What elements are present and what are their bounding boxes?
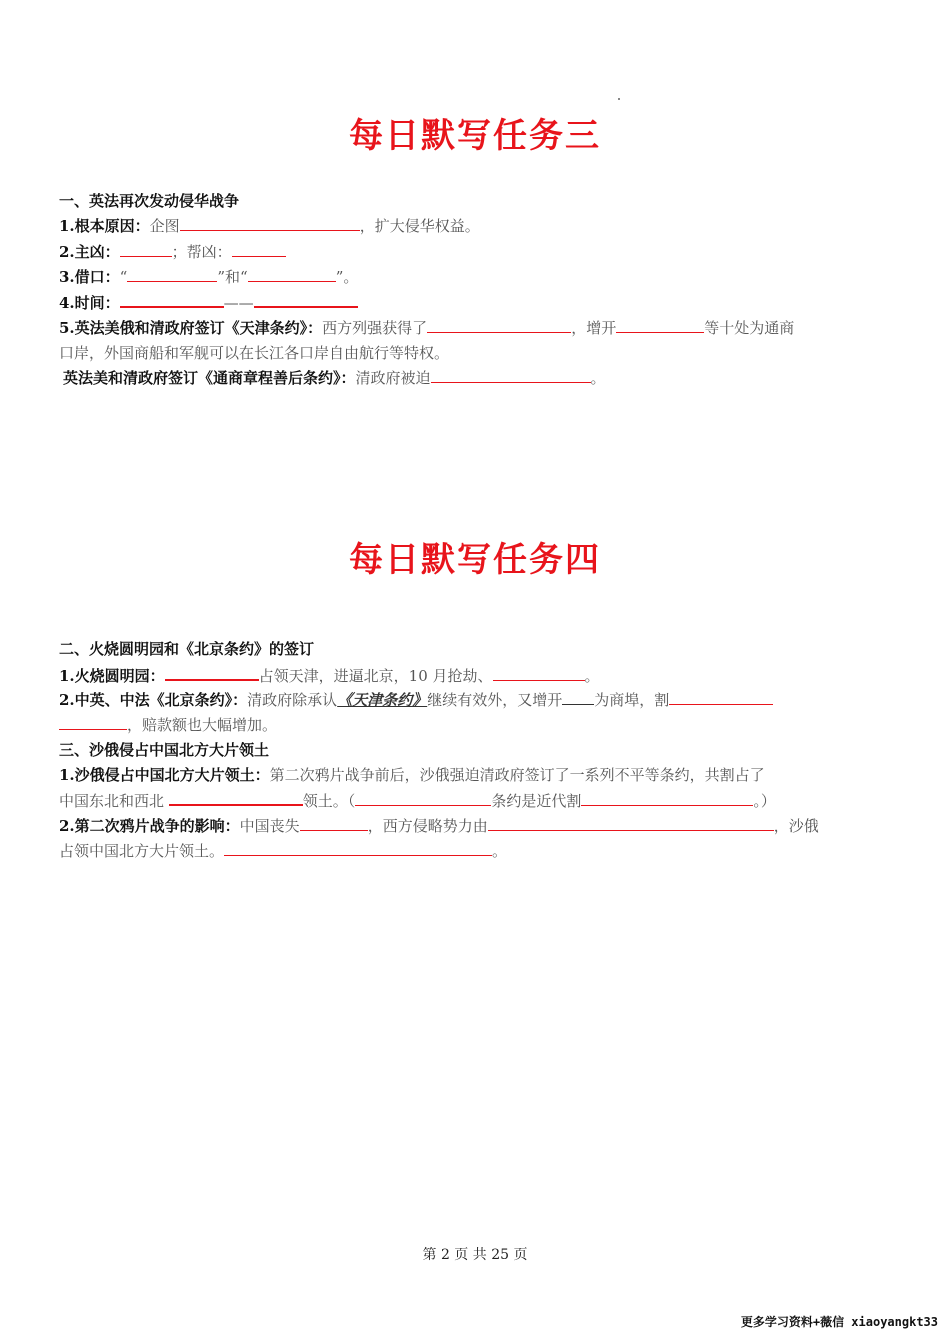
blank[interactable]: [165, 664, 259, 681]
answer-3-cont: 中国东北和西北 领土。（ 条约是近代割 。）: [59, 789, 894, 812]
answer-4: 2.第二次鸦片战争的影响：中国丧失 ，西方侵略势力由 ，沙俄: [59, 817, 819, 835]
question-3: 3.借口：“ ”和“ ”。: [59, 268, 359, 286]
answer-2-cont: ，赔款额也大幅增加。: [59, 714, 894, 736]
task3-title: 每日默写任务三: [349, 116, 601, 156]
question-5: 5.英法美俄和清政府签订《天津条约》：西方列强获得了 ，增开 等十处为通商: [59, 319, 795, 337]
promo-text: 更多学习资料+薇信 xiaoyangkt33: [740, 1315, 938, 1329]
task4-section-2-heading: 二、火烧圆明园和《北京条约》的签订: [59, 640, 315, 658]
blank[interactable]: [224, 840, 492, 856]
blank[interactable]: [120, 241, 172, 257]
blank[interactable]: [581, 790, 753, 806]
question-4: 4.时间： ——: [59, 291, 894, 314]
blank[interactable]: [120, 291, 224, 308]
task4-section-3-heading: 三、沙俄侵占中国北方大片领土: [59, 741, 270, 759]
blank[interactable]: [248, 266, 336, 282]
blank[interactable]: [427, 317, 571, 333]
task4-title: 每日默写任务四: [349, 540, 601, 580]
blank[interactable]: [562, 689, 594, 705]
question-5-cont: 口岸，外国商船和军舰可以在长江各口岸自由航行等特权。: [59, 344, 450, 362]
answer-3: 1.沙俄侵占中国北方大片领土：第二次鸦片战争前后，沙俄强迫清政府签订了一系列不平等条约，共割占了: [59, 766, 765, 784]
blank[interactable]: [669, 689, 773, 705]
question-6: 英法美和清政府签订《通商章程善后条约》：清政府被迫 。: [63, 369, 606, 387]
answer-2: 2.中英、中法《北京条约》：清政府除承认《天津条约》继续有效外，又增开 为商埠，割: [59, 689, 894, 711]
question-1: 1.根本原因：企图 ，扩大侵华权益。: [59, 217, 480, 235]
blank[interactable]: [127, 266, 217, 282]
blank[interactable]: [254, 291, 358, 308]
blank[interactable]: [180, 215, 360, 231]
blank[interactable]: [493, 665, 585, 681]
blank[interactable]: [300, 815, 368, 831]
blank[interactable]: [169, 789, 303, 806]
blank[interactable]: [355, 790, 491, 806]
blank[interactable]: [431, 367, 591, 383]
question-2: 2.主凶： ；帮凶：: [59, 241, 894, 263]
blank[interactable]: [232, 241, 286, 257]
page-number: 第 2 页 共 25 页: [422, 1247, 528, 1263]
task3-section-heading: 一、英法再次发动侵华战争: [59, 192, 240, 210]
blank[interactable]: [616, 317, 704, 333]
answer-1: 1.火烧圆明园： 占领天津，进逼北京，10 月抢劫、 。: [59, 664, 894, 687]
blank[interactable]: [488, 815, 774, 831]
answer-4-cont: 占领中国北方大片领土。 。: [59, 842, 508, 860]
blank[interactable]: [59, 714, 127, 730]
stray-dot: [618, 98, 620, 100]
